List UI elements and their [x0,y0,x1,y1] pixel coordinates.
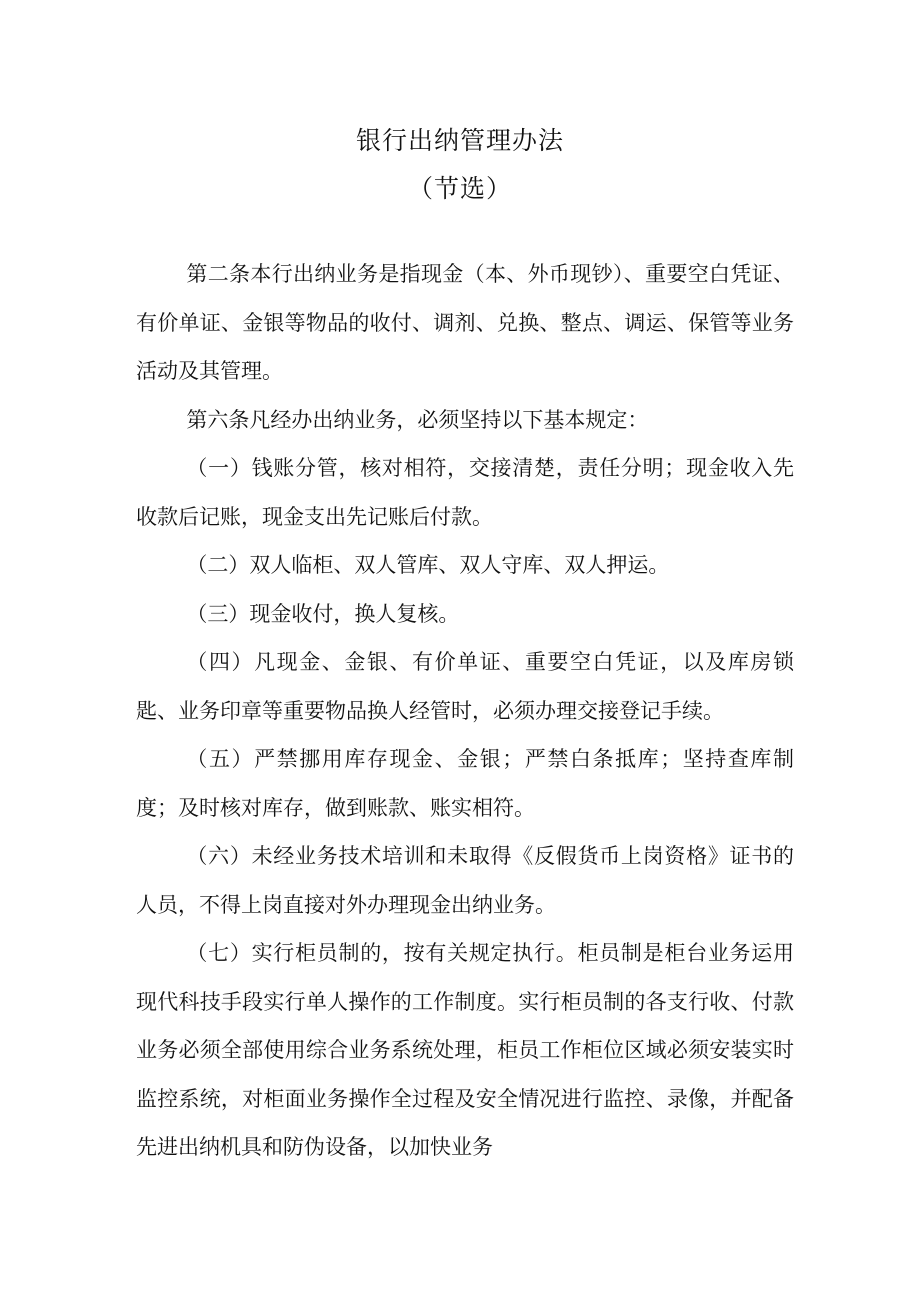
document-title: 银行出纳管理办法 [355,126,564,155]
document-subtitle: （节选） [407,174,512,203]
paragraph-item-5: （五）严禁挪用库存现金、金银；严禁白条抵库；坚持查库制度；及时核对库存，做到账款、账实相符。 [136,747,794,820]
paragraph-item-2: （二）双人临柜、双人管库、双人守库、双人押运。 [186,553,670,577]
paragraph-item-4: （四）凡现金、金银、有价单证、重要空白凭证，以及库房锁匙、业务印章等重要物品换人经管时，必须办理交接登记手续。 [136,650,794,723]
paragraph-item-1: （一）钱账分管，核对相符，交接清楚，责任分明；现金收入先收款后记账，现金支出先记账后付款。 [136,456,794,529]
paragraph-item-6: （六）未经业务技术培训和未取得《反假货币上岗资格》证书的人员，不得上岗直接对外办理现金出纳业务。 [136,844,794,917]
paragraph-item-3: （三）现金收付，换人复核。 [186,601,460,626]
paragraph-article-6: 第六条凡经办出纳业务，必须坚持以下基本规定： [186,407,649,432]
paragraph-article-2: 第二条本行出纳业务是指现金（本、外币现钞）、重要空白凭证、有价单证、金银等物品的收付、调剂、兑换、整点、调运、保管等业务活动及其管理。 [136,262,794,383]
document-body [136,250,794,1172]
paragraph-item-7: （七）实行柜员制的，按有关规定执行。柜员制是柜台业务运用现代科技手段实行单人操作的工作制度。实行柜员制的各支行收、付款业务必须全部使用综合业务系统处理，柜员工作柜位区域必须安装实时监控系统，对柜面业务操作全过程及安全情况进行监控、录像，并配备先进出纳机具和防伪设备，以加快业务 [136,941,794,1159]
